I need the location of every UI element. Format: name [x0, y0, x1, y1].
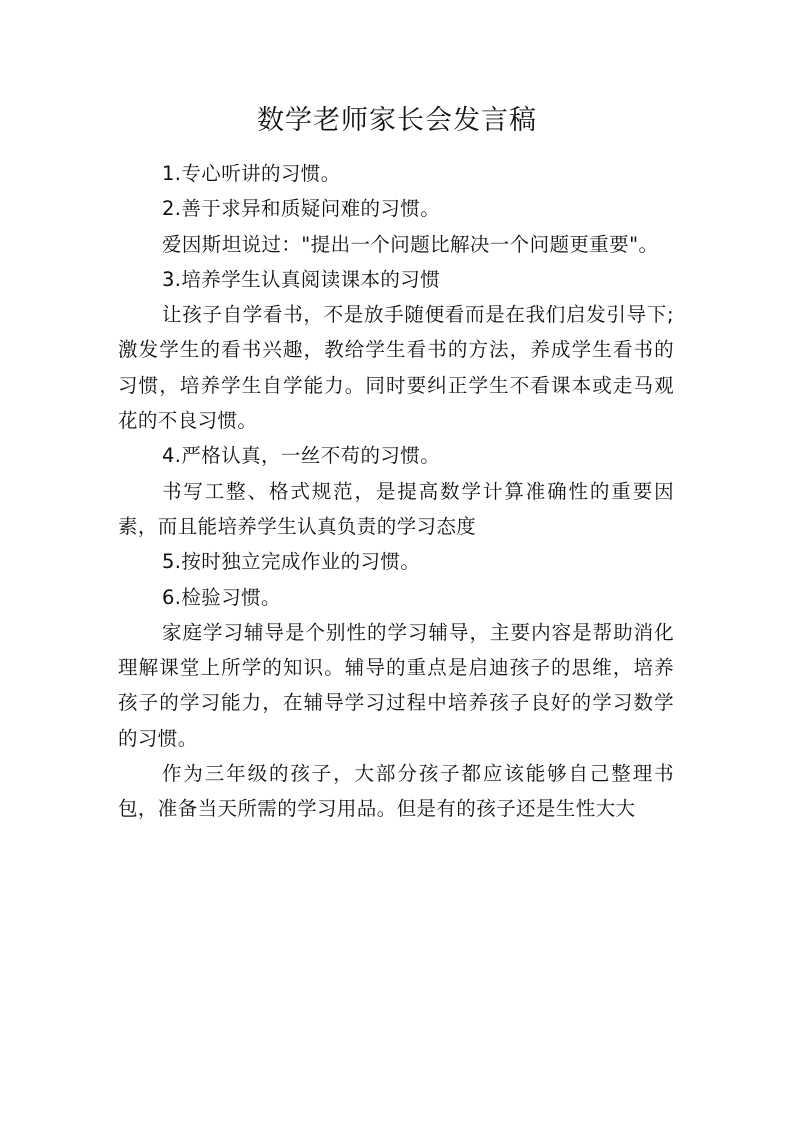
paragraph-third-grade: 作为三年级的孩子，大部分孩子都应该能够自己整理书包，准备当天所需的学习用品。但是有的孩子还是生性大大: [118, 762, 674, 821]
paragraph-habit-5: 5.按时独立完成作业的习惯。: [162, 550, 421, 574]
paragraph-writing: 书写工整、格式规范，是提高数学计算准确性的重要因素，而且能培养学生认真负责的学习态度: [118, 479, 674, 538]
document-body: [118, 156, 674, 827]
paragraph-home-tutoring: 家庭学习辅导是个别性的学习辅导，主要内容是帮助消化理解课堂上所学的知识。辅导的重点是启迪孩子的思维，培养孩子的学习能力，在辅导学习过程中培养孩子良好的学习数学的习惯。: [118, 620, 674, 750]
paragraph-habit-2: 2.善于求异和质疑问难的习惯。: [162, 197, 441, 221]
paragraph-habit-3: 3.培养学生认真阅读课本的习惯: [162, 267, 441, 291]
paragraph-self-study: 让孩子自学看书，不是放手随便看而是在我们启发引导下;激发学生的看书兴趣，教给学生看书的方法，养成学生看书的习惯，培养学生自学能力。同时要纠正学生不看课本或走马观花的不良习惯。: [118, 303, 674, 433]
paragraph-habit-1: 1.专心听讲的习惯。: [162, 162, 341, 185]
paragraph-habit-4: 4.严格认真，一丝不苟的习惯。: [162, 444, 441, 468]
paragraph-einstein-quote: 爱因斯坦说过："提出一个问题比解决一个问题更重要"。: [162, 232, 659, 256]
document-title: 数学老师家长会发言稿: [257, 105, 537, 136]
paragraph-habit-6: 6.检验习惯。: [162, 585, 281, 609]
